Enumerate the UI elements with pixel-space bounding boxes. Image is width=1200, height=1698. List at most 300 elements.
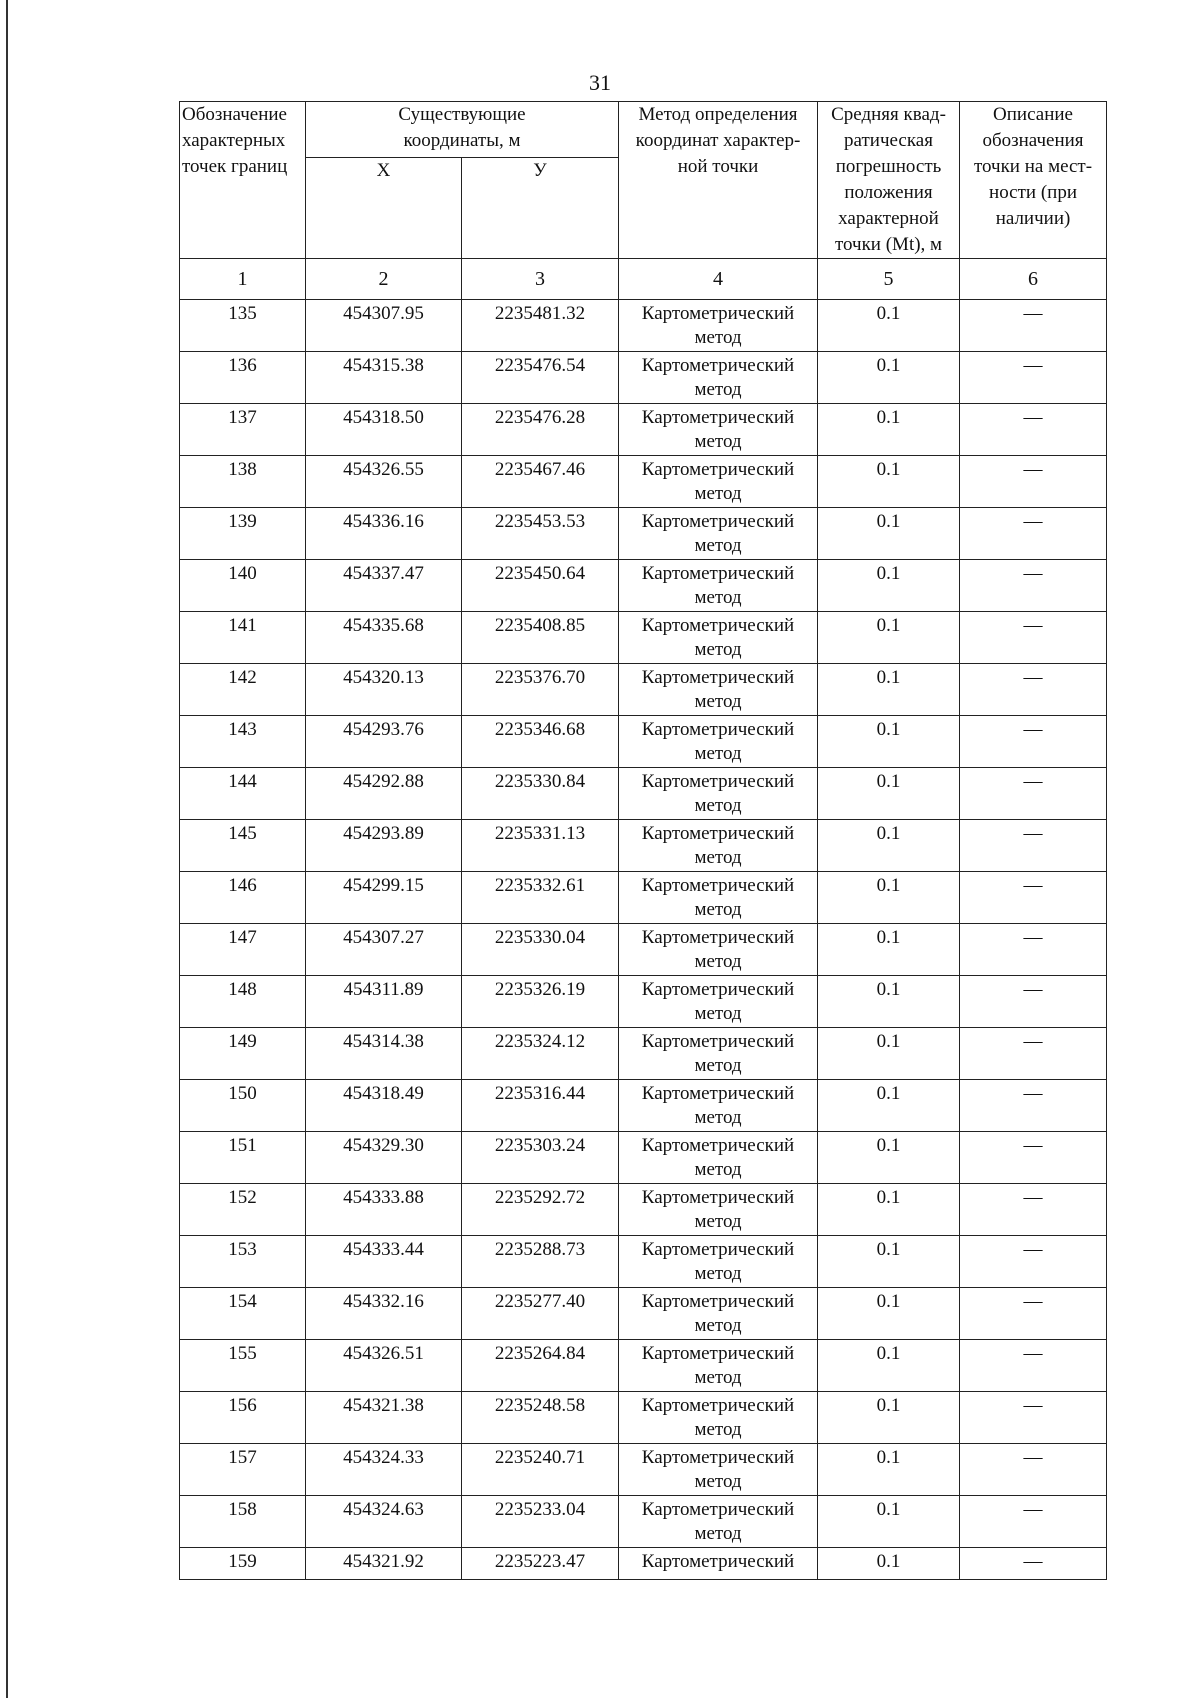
method-cell: [619, 1028, 818, 1080]
y-coordinate-cell: [462, 612, 619, 664]
y-coordinate-cell-text: 2235453.53: [494, 511, 586, 532]
table-row: [180, 1444, 1107, 1496]
mean-error-cell-text: 0.1: [876, 355, 901, 376]
table-row: [180, 456, 1107, 508]
y-coordinate-cell-text: 2235240.71: [494, 1447, 586, 1468]
mean-error-cell: [818, 820, 960, 872]
x-coordinate-cell-text: 454333.88: [343, 1187, 424, 1208]
column-number: 1: [180, 259, 306, 300]
x-coordinate-cell: [306, 1288, 462, 1340]
description-cell-text: —: [1023, 771, 1043, 792]
y-coordinate-cell: [462, 404, 619, 456]
mean-error-cell-text: 0.1: [876, 823, 901, 844]
table-row: [180, 612, 1107, 664]
mean-error-cell-text: 0.1: [876, 1551, 901, 1572]
table-row: [180, 1184, 1107, 1236]
header-text: обозначения: [982, 130, 1084, 151]
point-number-cell-text: 148: [228, 979, 257, 1000]
method-line-1: Картометрический: [641, 1135, 795, 1156]
method-cell: [619, 1288, 818, 1340]
description-cell-text: —: [1023, 511, 1043, 532]
method-line-2: метод: [694, 899, 742, 920]
method-cell: [619, 508, 818, 560]
point-number-cell: [180, 664, 306, 716]
x-coordinate-cell-text: 454320.13: [343, 667, 424, 688]
mean-error-cell: [818, 664, 960, 716]
description-cell-text: —: [1023, 459, 1043, 480]
point-number-cell: [180, 1496, 306, 1548]
description-cell-text: —: [1023, 1083, 1043, 1104]
x-coordinate-cell: [306, 976, 462, 1028]
y-coordinate-cell-text: 2235303.24: [494, 1135, 586, 1156]
header-mean-error: [818, 102, 960, 259]
mean-error-cell: [818, 1548, 960, 1580]
mean-error-cell: [818, 560, 960, 612]
method-cell: [619, 976, 818, 1028]
method-cell: [619, 1340, 818, 1392]
table-row: [180, 768, 1107, 820]
mean-error-cell-text: 0.1: [876, 1135, 901, 1156]
mean-error-cell-text: 0.1: [876, 563, 901, 584]
method-line-2: метод: [694, 795, 742, 816]
description-cell: [960, 404, 1107, 456]
mean-error-cell-text: 0.1: [876, 667, 901, 688]
method-cell: [619, 1392, 818, 1444]
description-cell-text: —: [1023, 1395, 1043, 1416]
header-text: координат характер-: [635, 130, 801, 151]
mean-error-cell-text: 0.1: [876, 771, 901, 792]
y-coordinate-cell: [462, 456, 619, 508]
table-row: [180, 1392, 1107, 1444]
method-line-2: метод: [694, 1211, 742, 1232]
x-coordinate-cell-text: 454324.63: [343, 1499, 424, 1520]
x-coordinate-cell: [306, 1184, 462, 1236]
coordinates-table: [179, 101, 1107, 1580]
point-number-cell: [180, 716, 306, 768]
point-number-cell-text: 139: [228, 511, 257, 532]
point-number-cell: [180, 508, 306, 560]
x-coordinate-cell-text: 454326.55: [343, 459, 424, 480]
table-row: [180, 820, 1107, 872]
mean-error-cell-text: 0.1: [876, 1083, 901, 1104]
table-row: [180, 508, 1107, 560]
method-line-1: Картометрический: [641, 1499, 795, 1520]
point-number-cell: [180, 1184, 306, 1236]
header-x: X: [306, 158, 462, 259]
y-coordinate-cell-text: 2235248.58: [494, 1395, 586, 1416]
point-number-cell-text: 155: [228, 1343, 257, 1364]
header-text: характерной: [838, 208, 939, 229]
description-cell-text: —: [1023, 407, 1043, 428]
y-coordinate-cell: [462, 1340, 619, 1392]
mean-error-cell: [818, 1080, 960, 1132]
mean-error-cell-text: 0.1: [876, 719, 901, 740]
x-coordinate-cell: [306, 716, 462, 768]
x-coordinate-cell: [306, 352, 462, 404]
y-coordinate-cell-text: 2235288.73: [494, 1239, 586, 1260]
description-cell-text: —: [1023, 667, 1043, 688]
table-row: [180, 1132, 1107, 1184]
method-cell: [619, 1548, 818, 1580]
point-number-cell-text: 153: [228, 1239, 257, 1260]
description-cell-text: —: [1023, 1291, 1043, 1312]
y-coordinate-cell: [462, 508, 619, 560]
method-line-2: метод: [694, 1367, 742, 1388]
point-number-cell-text: 149: [228, 1031, 257, 1052]
method-cell: [619, 1236, 818, 1288]
x-coordinate-cell: [306, 820, 462, 872]
method-line-2: метод: [694, 1055, 742, 1076]
description-cell: [960, 1392, 1107, 1444]
point-number-cell-text: 135: [228, 303, 257, 324]
point-number-cell-text: 143: [228, 719, 257, 740]
column-number: 4: [619, 259, 818, 300]
method-cell: [619, 768, 818, 820]
mean-error-cell: [818, 1184, 960, 1236]
method-line-2: метод: [694, 535, 742, 556]
x-coordinate-cell: [306, 1444, 462, 1496]
y-coordinate-cell-text: 2235292.72: [494, 1187, 586, 1208]
point-number-cell: [180, 560, 306, 612]
y-coordinate-cell: [462, 716, 619, 768]
y-coordinate-cell: [462, 1392, 619, 1444]
header-description: [960, 102, 1107, 259]
y-coordinate-cell-text: 2235332.61: [494, 875, 586, 896]
x-coordinate-cell-text: 454293.76: [343, 719, 424, 740]
table-row: [180, 1080, 1107, 1132]
point-number-cell: [180, 1236, 306, 1288]
table-row: [180, 1340, 1107, 1392]
y-coordinate-cell: [462, 1080, 619, 1132]
x-coordinate-cell: [306, 664, 462, 716]
header-y: У: [462, 158, 619, 259]
y-coordinate-cell-text: 2235476.28: [494, 407, 586, 428]
y-coordinate-cell: [462, 352, 619, 404]
method-line-2: метод: [694, 431, 742, 452]
mean-error-cell: [818, 1132, 960, 1184]
x-coordinate-cell-text: 454333.44: [343, 1239, 424, 1260]
x-coordinate-cell-text: 454337.47: [343, 563, 424, 584]
x-coordinate-cell: [306, 560, 462, 612]
header-text: положения: [844, 182, 933, 203]
point-number-cell: [180, 768, 306, 820]
x-coordinate-cell-text: 454314.38: [343, 1031, 424, 1052]
y-coordinate-cell-text: 2235264.84: [494, 1343, 586, 1364]
x-coordinate-cell-text: 454318.50: [343, 407, 424, 428]
mean-error-cell: [818, 1236, 960, 1288]
point-number-cell: [180, 924, 306, 976]
x-coordinate-cell: [306, 404, 462, 456]
description-cell: [960, 352, 1107, 404]
y-coordinate-cell: [462, 1132, 619, 1184]
method-line-1: Картометрический: [641, 1187, 795, 1208]
point-number-cell-text: 159: [228, 1551, 257, 1572]
method-line-1: Картометрический: [641, 771, 795, 792]
mean-error-cell-text: 0.1: [876, 615, 901, 636]
method-line-1: Картометрический: [641, 823, 795, 844]
method-cell: [619, 924, 818, 976]
x-coordinate-cell-text: 454332.16: [343, 1291, 424, 1312]
y-coordinate-cell-text: 2235324.12: [494, 1031, 586, 1052]
method-line-1: Картометрический: [641, 667, 795, 688]
point-number-cell-text: 156: [228, 1395, 257, 1416]
method-line-1: Картометрический: [641, 1395, 795, 1416]
point-number-cell: [180, 1132, 306, 1184]
description-cell: [960, 508, 1107, 560]
method-cell: [619, 300, 818, 352]
method-line-1: Картометрический: [641, 1291, 795, 1312]
method-line-2: метод: [694, 743, 742, 764]
table-row: [180, 1028, 1107, 1080]
header-text: наличии): [995, 208, 1071, 229]
y-coordinate-cell-text: 2235316.44: [494, 1083, 586, 1104]
description-cell-text: —: [1023, 1135, 1043, 1156]
method-cell: [619, 352, 818, 404]
method-line-1: Картометрический: [641, 979, 795, 1000]
table-row: [180, 924, 1107, 976]
method-cell: [619, 1496, 818, 1548]
method-line-1: Картометрический: [641, 1551, 795, 1572]
description-cell: [960, 976, 1107, 1028]
table-row: [180, 1548, 1107, 1580]
mean-error-cell: [818, 1496, 960, 1548]
method-line-1: Картометрический: [641, 719, 795, 740]
description-cell-text: —: [1023, 355, 1043, 376]
mean-error-cell: [818, 716, 960, 768]
description-cell: [960, 664, 1107, 716]
y-coordinate-cell: [462, 1028, 619, 1080]
x-coordinate-cell: [306, 1496, 462, 1548]
method-cell: [619, 456, 818, 508]
description-cell: [960, 612, 1107, 664]
description-cell: [960, 1340, 1107, 1392]
mean-error-cell: [818, 508, 960, 560]
x-coordinate-cell-text: 454321.92: [343, 1551, 424, 1572]
description-cell-text: —: [1023, 719, 1043, 740]
y-coordinate-cell-text: 2235408.85: [494, 615, 586, 636]
method-cell: [619, 612, 818, 664]
method-line-1: Картометрический: [641, 511, 795, 532]
method-line-1: Картометрический: [641, 615, 795, 636]
method-line-1: Картометрический: [641, 1031, 795, 1052]
table-row: [180, 716, 1107, 768]
point-number-cell-text: 140: [228, 563, 257, 584]
y-coordinate-cell: [462, 976, 619, 1028]
method-cell: [619, 1444, 818, 1496]
method-line-2: метод: [694, 1315, 742, 1336]
point-number-cell: [180, 456, 306, 508]
method-cell: [619, 872, 818, 924]
mean-error-cell: [818, 1028, 960, 1080]
mean-error-cell-text: 0.1: [876, 1343, 901, 1364]
point-number-cell: [180, 976, 306, 1028]
y-coordinate-cell-text: 2235476.54: [494, 355, 586, 376]
point-number-cell: [180, 1548, 306, 1580]
point-number-cell-text: 142: [228, 667, 257, 688]
mean-error-cell: [818, 352, 960, 404]
method-line-2: метод: [694, 1003, 742, 1024]
mean-error-cell: [818, 1444, 960, 1496]
method-line-1: Картометрический: [641, 1239, 795, 1260]
description-cell: [960, 1184, 1107, 1236]
y-coordinate-cell-text: 2235450.64: [494, 563, 586, 584]
description-cell-text: —: [1023, 927, 1043, 948]
mean-error-cell-text: 0.1: [876, 1031, 901, 1052]
point-number-cell-text: 158: [228, 1499, 257, 1520]
description-cell: [960, 1028, 1107, 1080]
method-line-1: Картометрический: [641, 407, 795, 428]
mean-error-cell-text: 0.1: [876, 979, 901, 1000]
x-coordinate-cell-text: 454293.89: [343, 823, 424, 844]
table-row: [180, 1496, 1107, 1548]
method-cell: [619, 664, 818, 716]
header-text: точки (Mt), м: [834, 234, 943, 255]
method-cell: [619, 1184, 818, 1236]
description-cell: [960, 1444, 1107, 1496]
method-line-1: Картометрический: [641, 355, 795, 376]
x-coordinate-cell-text: 454324.33: [343, 1447, 424, 1468]
description-cell: [960, 300, 1107, 352]
mean-error-cell-text: 0.1: [876, 1291, 901, 1312]
y-coordinate-cell-text: 2235330.04: [494, 927, 586, 948]
point-number-cell: [180, 1340, 306, 1392]
x-coordinate-cell: [306, 872, 462, 924]
mean-error-cell-text: 0.1: [876, 1499, 901, 1520]
header-method: [619, 102, 818, 259]
x-coordinate-cell-text: 454311.89: [343, 979, 424, 1000]
method-cell: [619, 716, 818, 768]
y-coordinate-cell-text: 2235223.47: [494, 1551, 586, 1572]
y-coordinate-cell: [462, 1444, 619, 1496]
x-coordinate-cell-text: 454292.88: [343, 771, 424, 792]
method-line-2: метод: [694, 951, 742, 972]
mean-error-cell: [818, 976, 960, 1028]
description-cell-text: —: [1023, 1551, 1043, 1572]
y-coordinate-cell-text: 2235346.68: [494, 719, 586, 740]
x-coordinate-cell: [306, 1080, 462, 1132]
x-coordinate-cell: [306, 1548, 462, 1580]
mean-error-cell-text: 0.1: [876, 1447, 901, 1468]
description-cell: [960, 872, 1107, 924]
header-text: Существующие: [398, 104, 526, 125]
mean-error-cell: [818, 1288, 960, 1340]
column-number: 3: [462, 259, 619, 300]
header-text: Средняя квад-: [831, 104, 946, 125]
x-coordinate-cell: [306, 1236, 462, 1288]
header-text: Метод определения: [638, 104, 798, 125]
table-row: [180, 1236, 1107, 1288]
description-cell-text: —: [1023, 979, 1043, 1000]
description-cell: [960, 1496, 1107, 1548]
method-line-2: метод: [694, 1107, 742, 1128]
mean-error-cell-text: 0.1: [876, 927, 901, 948]
table-row: [180, 664, 1107, 716]
point-number-cell: [180, 1288, 306, 1340]
point-number-cell-text: 141: [228, 615, 257, 636]
method-line-2: метод: [694, 691, 742, 712]
y-coordinate-cell: [462, 664, 619, 716]
method-line-2: метод: [694, 1523, 742, 1544]
y-coordinate-cell-text: 2235481.32: [494, 303, 586, 324]
description-cell-text: —: [1023, 1343, 1043, 1364]
x-coordinate-cell: [306, 1028, 462, 1080]
y-coordinate-cell: [462, 300, 619, 352]
x-coordinate-cell-text: 454315.38: [343, 355, 424, 376]
column-number: 6: [960, 259, 1107, 300]
mean-error-cell-text: 0.1: [876, 303, 901, 324]
y-coordinate-cell-text: 2235376.70: [494, 667, 586, 688]
x-coordinate-cell: [306, 768, 462, 820]
mean-error-cell-text: 0.1: [876, 459, 901, 480]
column-number: 2: [306, 259, 462, 300]
method-line-1: Картометрический: [641, 927, 795, 948]
header-text: характерных: [182, 130, 286, 151]
header-text: ратическая: [844, 130, 933, 151]
description-cell-text: —: [1023, 1499, 1043, 1520]
x-coordinate-cell-text: 454336.16: [343, 511, 424, 532]
description-cell-text: —: [1023, 615, 1043, 636]
method-line-1: Картометрический: [641, 459, 795, 480]
y-coordinate-cell: [462, 820, 619, 872]
point-number-cell: [180, 1080, 306, 1132]
description-cell: [960, 1548, 1107, 1580]
y-coordinate-cell-text: 2235277.40: [494, 1291, 586, 1312]
point-number-cell: [180, 352, 306, 404]
method-cell: [619, 404, 818, 456]
header-existing-coordinates: [306, 102, 619, 158]
point-number-cell: [180, 1028, 306, 1080]
x-coordinate-cell: [306, 508, 462, 560]
column-number: 5: [818, 259, 960, 300]
y-coordinate-cell-text: 2235330.84: [494, 771, 586, 792]
description-cell: [960, 456, 1107, 508]
description-cell-text: —: [1023, 1239, 1043, 1260]
header-text: Обозначение: [182, 104, 287, 125]
method-line-2: метод: [694, 1159, 742, 1180]
x-coordinate-cell: [306, 924, 462, 976]
description-cell-text: —: [1023, 1187, 1043, 1208]
page-left-edge: [6, 0, 8, 1698]
x-coordinate-cell-text: 454299.15: [343, 875, 424, 896]
y-coordinate-cell: [462, 560, 619, 612]
mean-error-cell: [818, 300, 960, 352]
mean-error-cell: [818, 1392, 960, 1444]
y-coordinate-cell: [462, 1236, 619, 1288]
mean-error-cell: [818, 612, 960, 664]
description-cell: [960, 1132, 1107, 1184]
x-coordinate-cell: [306, 456, 462, 508]
header-text: ности (при: [989, 182, 1077, 203]
description-cell-text: —: [1023, 303, 1043, 324]
y-coordinate-cell: [462, 1548, 619, 1580]
description-cell-text: —: [1023, 1031, 1043, 1052]
x-coordinate-cell: [306, 1132, 462, 1184]
point-number-cell-text: 150: [228, 1083, 257, 1104]
point-number-cell-text: 146: [228, 875, 257, 896]
table-row: [180, 1288, 1107, 1340]
header-text: ной точки: [677, 156, 759, 177]
x-coordinate-cell-text: 454326.51: [343, 1343, 424, 1364]
description-cell-text: —: [1023, 563, 1043, 584]
y-coordinate-cell-text: 2235233.04: [494, 1499, 586, 1520]
point-number-cell-text: 154: [228, 1291, 257, 1312]
x-coordinate-cell: [306, 1392, 462, 1444]
description-cell: [960, 1236, 1107, 1288]
mean-error-cell: [818, 872, 960, 924]
mean-error-cell: [818, 1340, 960, 1392]
point-number-cell: [180, 1392, 306, 1444]
mean-error-cell-text: 0.1: [876, 1395, 901, 1416]
